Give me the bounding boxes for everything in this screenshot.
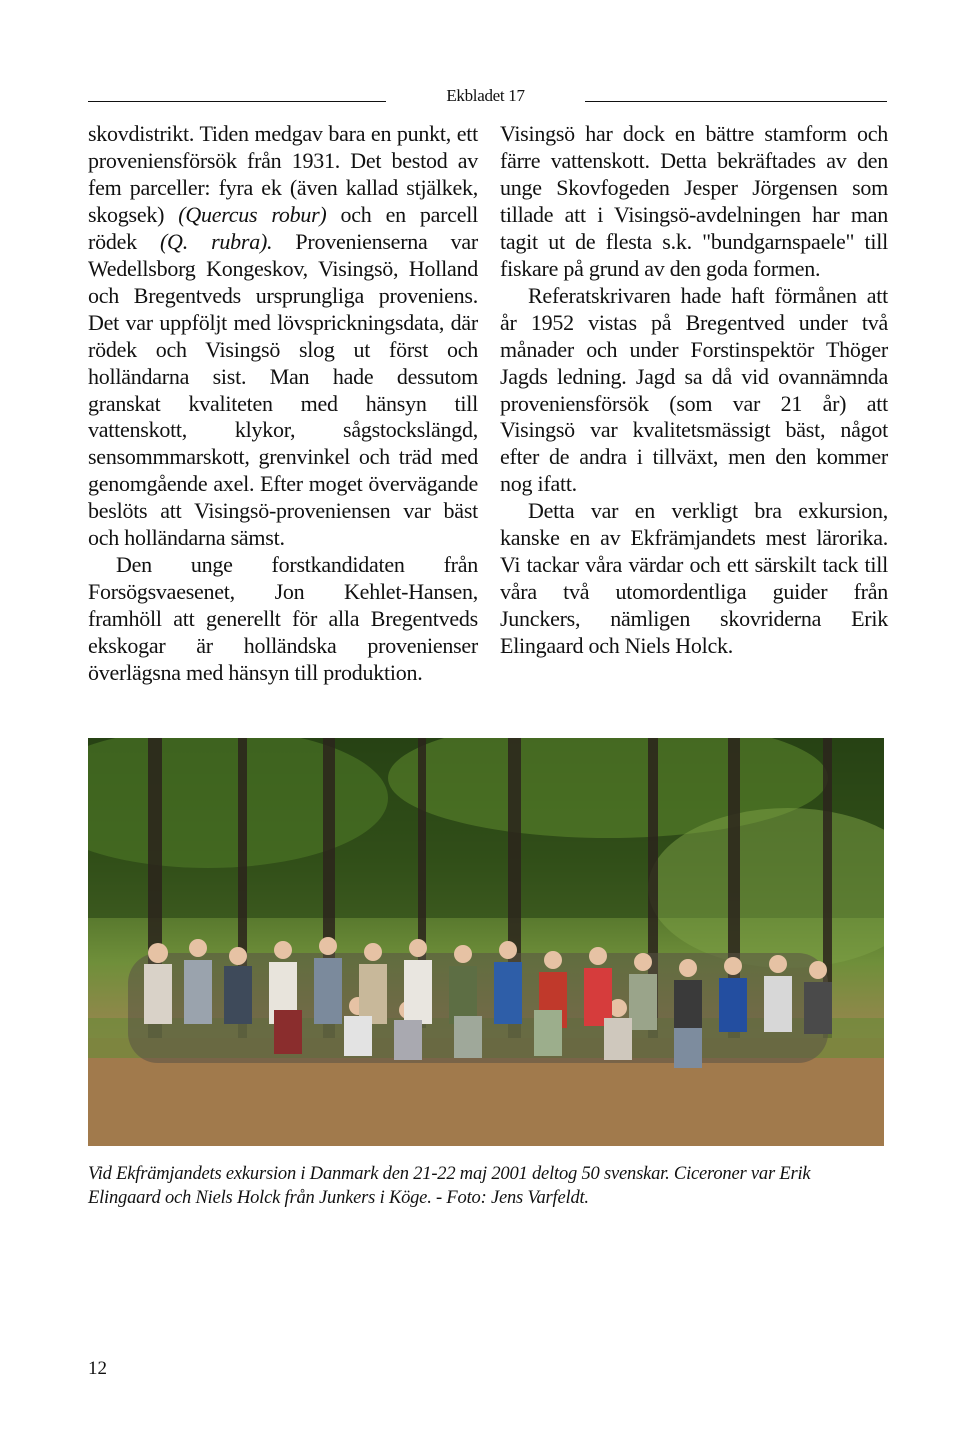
text-segment: skovdistrikt. Tiden medgav bara en punkt, ett proveniensförsök från 1931. Det bestod av fem parceller: fyra ek (även kallad stjälkek, skogsek) <box>88 121 478 227</box>
latin-name: (Q. rubra). <box>159 228 273 254</box>
right-column <box>500 121 888 660</box>
left-column <box>88 121 478 687</box>
running-header: Ekbladet 17 <box>446 86 525 105</box>
left-paragraph-1 <box>88 121 478 552</box>
header-rule-right <box>585 101 887 102</box>
text-segment: Provenienserna var Wedellsborg Kongeskov, Visingsö, Holland och Bregentveds ursprungliga proveniens. Det var uppföljt med lövsprickningsdata, där rödek och Visingsö slog ut först och holländarna sist. Man hade dessutom granskat kvaliteten med hänsyn till vattenskott, klykor, sågstockslängd, sensommmarskott, grenvinkel och träd med genomgående axel. Efter moget övervägande beslöts att Visingsö-proveniensen var bäst och holländarna sämst. <box>88 228 478 551</box>
left-paragraph-2: Den unge forstkandidaten från Forsögsvaesenet, Jon Kehlet-Hansen, framhöll att generellt för alla Bregentveds ekskogar är holländska provenienser överlägsna med hänsyn till produktion. <box>88 552 478 686</box>
group-photo <box>88 738 884 1146</box>
header-rule-left <box>88 101 386 102</box>
latin-name: (Quercus robur) <box>178 201 327 227</box>
page-number: 12 <box>88 1358 107 1379</box>
right-paragraph-1: Visingsö har dock en bättre stamform och färre vattenskott. Detta bekräftades av den unge Skovfogeden Jesper Jörgensen som tillade att i Visingsö-avdelningen har man tagit ut de flesta s.k. "bundgarnspaele" till fiskare på grund av den goda formen. <box>500 121 888 281</box>
right-paragraph-2: Referatskrivaren hade haft förmånen att år 1952 vistas på Bregentved under två månader och under Forstinspektör Thöger Jagds ledning. Jagd sa då vid ovannämnda proveniensförsök (som var 21 år) att Visingsö var kvalitetsmässigt bäst, något efter de andra i tillväxt, men den kommer nog ifatt. <box>500 282 888 497</box>
right-paragraph-3: Detta var en verkligt bra exkursion, kanske en av Ekfrämjandets mest lärorika. Vi tackar våra värdar och ett särskilt tack till våra två utomordentliga guider från Junckers, nämligen skovriderna Erik Elingaard och Niels Holck. <box>500 498 888 659</box>
photo-caption: Vid Ekfrämjandets exkursion i Danmark den 21-22 maj 2001 deltog 50 svenskar. Ciceroner var Erik Elingaard och Niels Holck från Junkers i Köge. - Foto: Jens Varfeldt. <box>88 1164 811 1208</box>
text-segment: och en parcell rödek <box>88 201 479 254</box>
group-photo-icon <box>88 738 884 1146</box>
